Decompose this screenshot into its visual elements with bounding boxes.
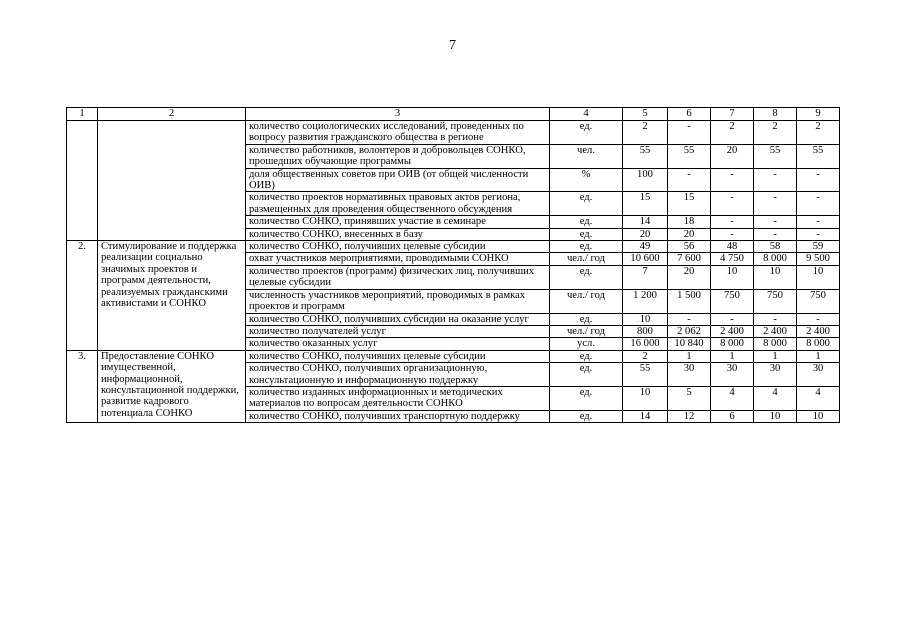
value-cell: 8 000 [754,338,797,350]
indicator-cell: количество оказанных услуг [246,338,550,350]
value-cell: 2 [623,350,668,362]
value-cell: 100 [623,168,668,192]
value-cell: 2 062 [668,325,711,337]
table-row [67,121,840,145]
page-number: 7 [449,38,456,53]
indicator-cell: количество СОНКО, получивших целевые субсидии [246,350,550,362]
indicator-cell: количество СОНКО, получивших организационную, консультационную и информационную поддержку [246,363,550,387]
header-cell-7: 7 [711,108,754,121]
indicator-cell: количество работников, волонтеров и добровольцев СОНКО, прошедших обучающие программы [246,144,550,168]
group-number: 3. [67,350,98,422]
value-cell: 1 [668,350,711,362]
value-cell: 55 [754,144,797,168]
value-cell: - [711,313,754,325]
value-cell: 750 [754,289,797,313]
value-cell: - [797,192,840,216]
table-row [67,350,840,362]
value-cell: 20 [668,228,711,240]
value-cell: 14 [623,216,668,228]
unit-cell: чел./ год [550,325,623,337]
unit-cell: чел. [550,144,623,168]
value-cell: 1 [754,350,797,362]
unit-cell: ед. [550,265,623,289]
value-cell: - [797,228,840,240]
value-cell: 30 [754,363,797,387]
value-cell: 10 [754,265,797,289]
value-cell: 14 [623,410,668,422]
indicator-cell: количество СОНКО, внесенных в базу [246,228,550,240]
indicator-cell: количество социологических исследований, проведенных по вопросу развития гражданского общества в регионе [246,121,550,145]
group-title: Стимулирование и поддержка реализации социально значимых проектов и программ деятельности, реализуемых гражданскими активистами и СОНКО [98,241,246,351]
indicator-cell: охват участников мероприятиями, проводимыми СОНКО [246,253,550,265]
value-cell: 1 [711,350,754,362]
value-cell: 1 200 [623,289,668,313]
unit-cell: ед. [550,350,623,362]
value-cell: 16 000 [623,338,668,350]
value-cell: 4 [754,386,797,410]
value-cell: - [711,192,754,216]
header-cell-1: 1 [67,108,98,121]
value-cell: 8 000 [797,338,840,350]
value-cell: 10 [623,313,668,325]
value-cell: 48 [711,241,754,253]
indicator-cell: количество получателей услуг [246,325,550,337]
value-cell: 20 [623,228,668,240]
unit-cell: чел./ год [550,289,623,313]
unit-cell: ед. [550,410,623,422]
value-cell: 9 500 [797,253,840,265]
header-cell-2: 2 [98,108,246,121]
indicator-cell: количество изданных информационных и методических материалов по вопросам деятельности СОНКО [246,386,550,410]
table-row [67,241,840,253]
unit-cell: ед. [550,313,623,325]
value-cell: 10 [797,410,840,422]
value-cell: 55 [668,144,711,168]
header-cell-4: 4 [550,108,623,121]
value-cell: 20 [711,144,754,168]
indicator-cell: количество СОНКО, получивших субсидии на оказание услуг [246,313,550,325]
value-cell: 750 [711,289,754,313]
header-cell-8: 8 [754,108,797,121]
value-cell: 2 400 [754,325,797,337]
value-cell: 4 [711,386,754,410]
value-cell: - [668,313,711,325]
value-cell: 20 [668,265,711,289]
value-cell: 58 [754,241,797,253]
header-cell-9: 9 [797,108,840,121]
group-title [98,121,246,241]
value-cell: 7 600 [668,253,711,265]
header-row [67,108,840,121]
unit-cell: ед. [550,216,623,228]
value-cell: 2 [711,121,754,145]
value-cell: 4 750 [711,253,754,265]
value-cell: - [668,121,711,145]
value-cell: - [797,216,840,228]
value-cell: 15 [668,192,711,216]
value-cell: 2 [797,121,840,145]
group-number: 2. [67,241,98,351]
value-cell: 12 [668,410,711,422]
unit-cell: ед. [550,241,623,253]
indicator-cell: количество проектов (программ) физических лиц, получивших целевые субсидии [246,265,550,289]
value-cell: 2 [754,121,797,145]
unit-cell: усл. [550,338,623,350]
value-cell: 10 [797,265,840,289]
value-cell: 30 [668,363,711,387]
value-cell: - [797,313,840,325]
value-cell: 15 [623,192,668,216]
unit-cell: ед. [550,363,623,387]
group-title: Предоставление СОНКО имущественной, информационной, консультационной поддержки, развитие кадрового потенциала СОНКО [98,350,246,422]
value-cell: - [754,313,797,325]
indicator-cell: количество проектов нормативных правовых актов региона, размещенных для проведения общественного обсуждения [246,192,550,216]
unit-cell: ед. [550,121,623,145]
value-cell: - [668,168,711,192]
value-cell: 2 400 [797,325,840,337]
indicators-table [66,107,840,423]
unit-cell: % [550,168,623,192]
value-cell: 8 000 [711,338,754,350]
value-cell: 10 [711,265,754,289]
value-cell: - [797,168,840,192]
unit-cell: ед. [550,228,623,240]
value-cell: 1 500 [668,289,711,313]
value-cell: 30 [797,363,840,387]
indicator-cell: количество СОНКО, получивших транспортную поддержку [246,410,550,422]
value-cell: 56 [668,241,711,253]
value-cell: 7 [623,265,668,289]
indicator-cell: количество СОНКО, принявших участие в семинаре [246,216,550,228]
indicator-cell: доля общественных советов при ОИВ (от общей численности ОИВ) [246,168,550,192]
header-cell-6: 6 [668,108,711,121]
value-cell: - [754,168,797,192]
value-cell: 59 [797,241,840,253]
value-cell: 1 [797,350,840,362]
unit-cell: ед. [550,192,623,216]
value-cell: 4 [797,386,840,410]
value-cell: 2 [623,121,668,145]
value-cell: 49 [623,241,668,253]
table-body [67,108,840,423]
value-cell: 55 [623,363,668,387]
value-cell: - [754,228,797,240]
value-cell: 10 600 [623,253,668,265]
value-cell: 10 [754,410,797,422]
indicator-cell: численность участников мероприятий, проводимых в рамках проектов и программ [246,289,550,313]
value-cell: 10 [623,386,668,410]
value-cell: - [711,168,754,192]
value-cell: 18 [668,216,711,228]
header-cell-5: 5 [623,108,668,121]
unit-cell: ед. [550,386,623,410]
header-cell-3: 3 [246,108,550,121]
value-cell: 8 000 [754,253,797,265]
value-cell: 5 [668,386,711,410]
value-cell: - [754,216,797,228]
unit-cell: чел./ год [550,253,623,265]
group-number [67,121,98,241]
value-cell: 30 [711,363,754,387]
value-cell: - [754,192,797,216]
value-cell: 750 [797,289,840,313]
value-cell: - [711,216,754,228]
value-cell: 10 840 [668,338,711,350]
value-cell: 55 [623,144,668,168]
value-cell: 800 [623,325,668,337]
value-cell: - [711,228,754,240]
value-cell: 2 400 [711,325,754,337]
indicator-cell: количество СОНКО, получивших целевые субсидии [246,241,550,253]
value-cell: 55 [797,144,840,168]
value-cell: 6 [711,410,754,422]
